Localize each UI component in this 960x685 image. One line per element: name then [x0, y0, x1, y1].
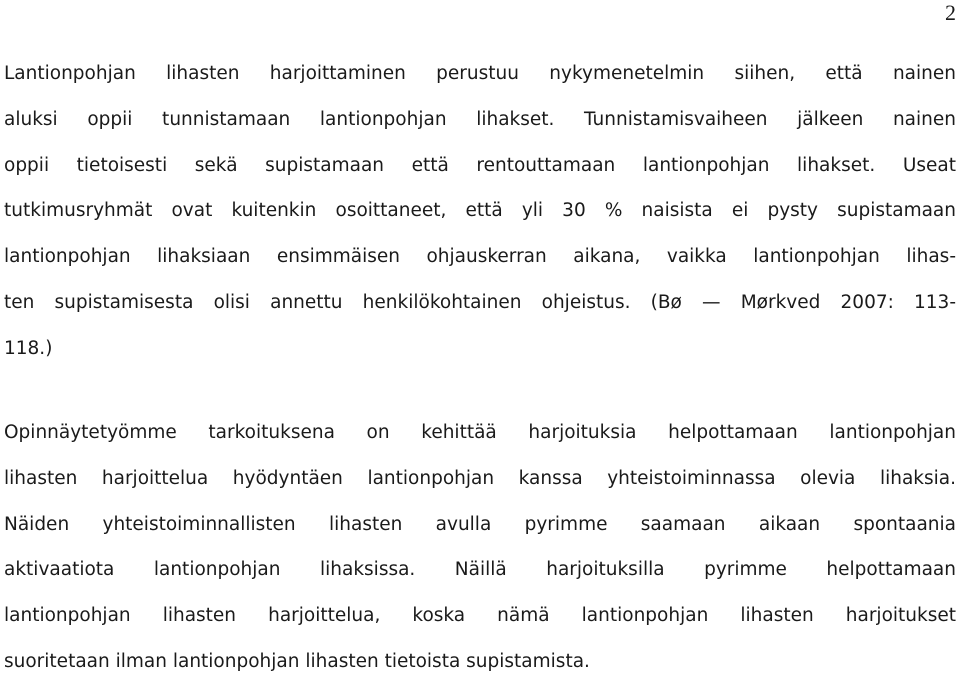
paragraph-line: lantionpohjan lihasten harjoittelua, koska nämä lantionpohjan lihasten harjoitukset: [4, 605, 956, 627]
paragraph-pelvic-floor-training: [4, 51, 956, 372]
paragraph-line: oppii tietoisesti sekä supistamaan että rentouttamaan lantionpohjan lihakset. Useat: [4, 154, 956, 176]
paragraph-line: suoritetaan ilman lantionpohjan lihasten tietoista supistamista.: [4, 650, 590, 672]
paragraph-line: 118.): [4, 337, 53, 359]
paragraph-line: tutkimusryhmät ovat kuitenkin osoittaneet, että yli 30 % naisista ei pysty supistamaan: [4, 200, 956, 222]
paragraph-line: Lantionpohjan lihasten harjoittaminen perustuu nykymenetelmin siihen, että nainen: [4, 63, 956, 84]
paragraph-line: Näiden yhteistoiminnallisten lihasten avulla pyrimme saamaan aikaan spontaania: [4, 513, 956, 535]
page-number: 2: [945, 0, 956, 25]
paragraph-line: ten supistamisesta olisi annettu henkilökohtainen ohjeistus. (Bø — Mørkved 2007: 113-: [4, 291, 956, 313]
paragraph-line: aktivaatiota lantionpohjan lihaksissa. Näillä harjoituksilla pyrimme helpottamaan: [4, 559, 956, 581]
paragraph-line: lantionpohjan lihaksiaan ensimmäisen ohjauskerran aikana, vaikka lantionpohjan lihas-: [4, 246, 956, 268]
paragraph-line: lihasten harjoittelua hyödyntäen lantionpohjan kanssa yhteistoiminnassa olevia lihaksia.: [4, 467, 956, 489]
paragraph-line: Opinnäytetyömme tarkoituksena on kehittää harjoituksia helpottamaan lantionpohjan: [4, 422, 956, 443]
paragraph-thesis-purpose: [4, 410, 956, 685]
paragraph-line: aluksi oppii tunnistamaan lantionpohjan lihakset. Tunnistamisvaiheen jälkeen nainen: [4, 108, 956, 130]
